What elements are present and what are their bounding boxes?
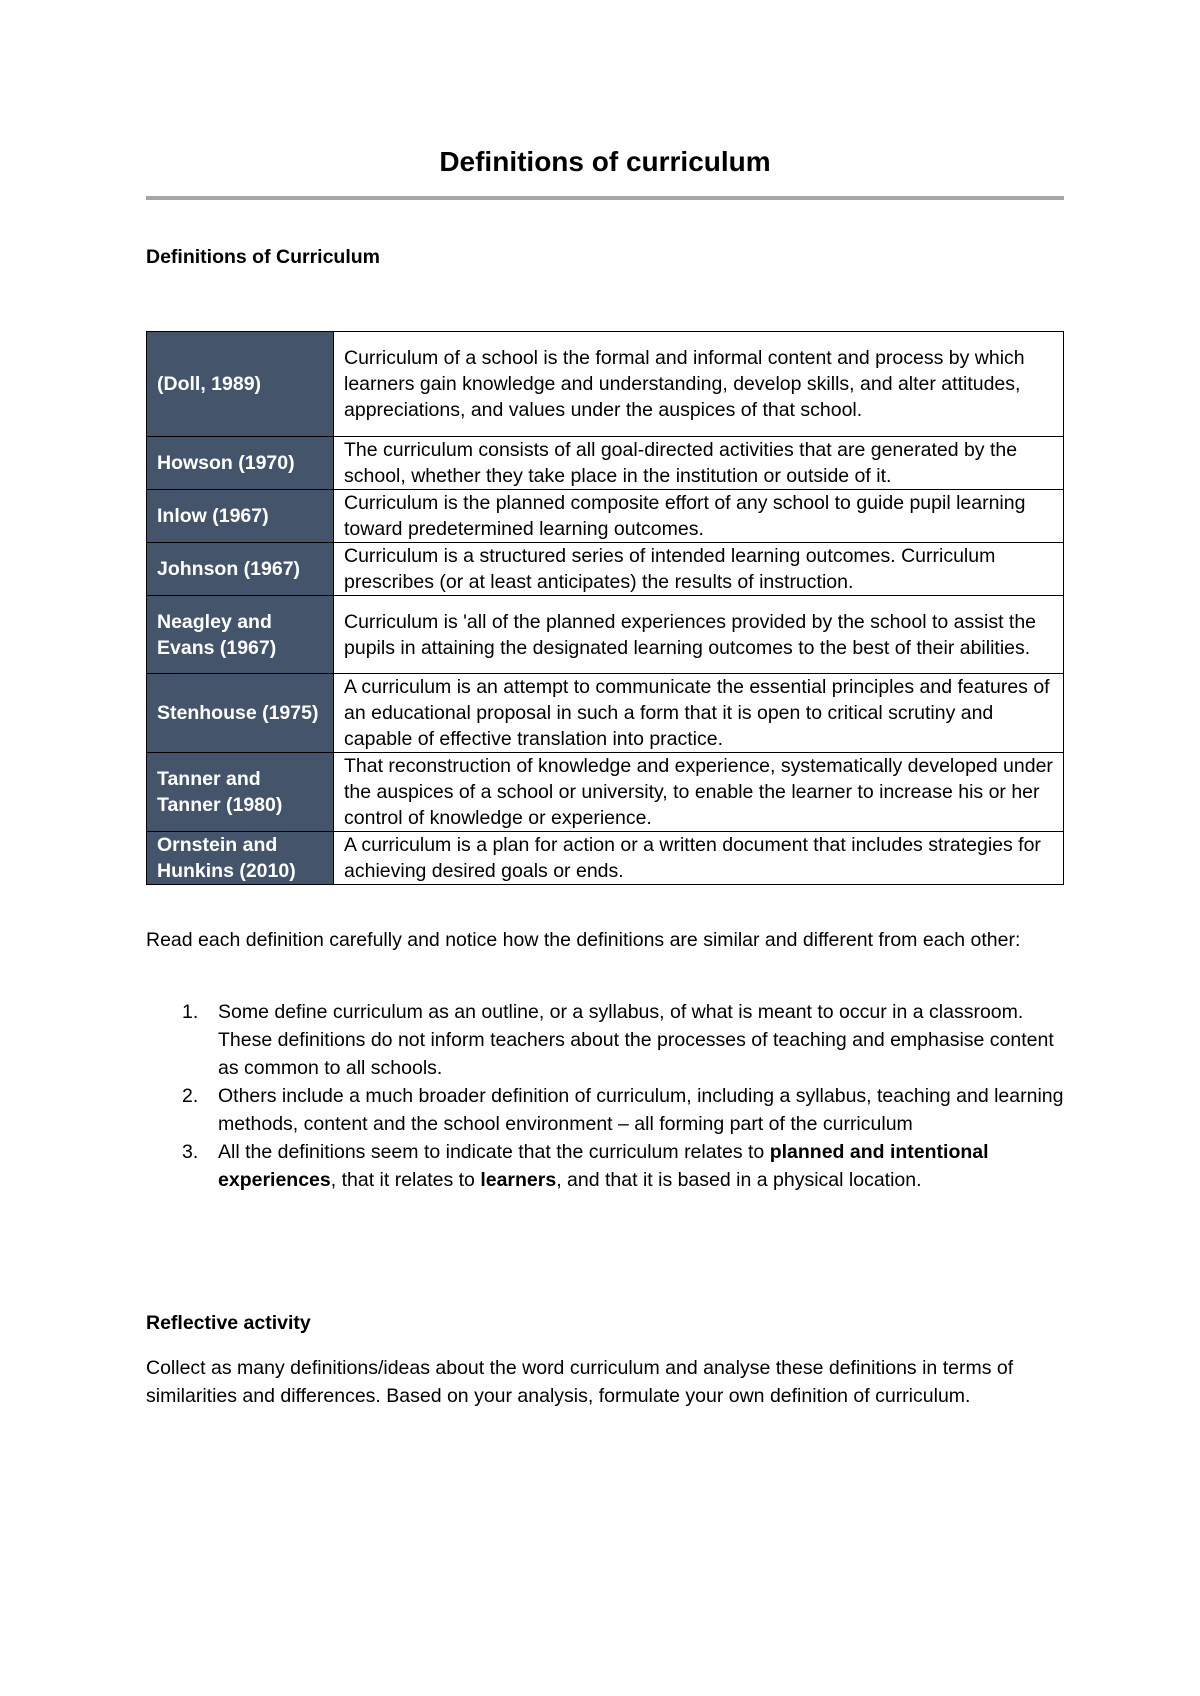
list-item-text: Some define curriculum as an outline, or a syllabus, of what is meant to occur in a classroom. These definitions do not inform teachers about the processes of teaching and emphasise content as common to all schools. (218, 1001, 1054, 1079)
definition-cell: The curriculum consists of all goal-directed activities that are generated by the school, whether they take place in the institution or outside of it. (334, 437, 1064, 490)
author-cell: Johnson (1967) (147, 543, 334, 596)
author-cell: Inlow (1967) (147, 490, 334, 543)
author-cell: Stenhouse (1975) (147, 674, 334, 753)
emphasis-planned-experiences: planned and intentional experiences (218, 1141, 989, 1191)
observations-list (146, 998, 1064, 1194)
author-cell: (Doll, 1989) (147, 332, 334, 437)
list-number: 2. (182, 1085, 199, 1107)
definition-cell: A curriculum is a plan for action or a written document that includes strategies for achieving desired goals or ends. (334, 832, 1064, 885)
author-cell: Ornstein and Hunkins (2010) (147, 832, 334, 885)
table-row (147, 543, 1064, 596)
list-item (146, 998, 1064, 1082)
definition-cell: Curriculum is a structured series of intended learning outcomes. Curriculum prescribes (or at least anticipates) the results of instruction. (334, 543, 1064, 596)
document-title: Definitions of curriculum (439, 146, 771, 177)
definition-cell: Curriculum is 'all of the planned experiences provided by the school to assist the pupils in attaining the designated learning outcomes to the best of their abilities. (334, 596, 1064, 674)
author-cell: Howson (1970) (147, 437, 334, 490)
list-item-text-part: , that it relates to (330, 1169, 481, 1191)
author-cell: Tanner and Tanner (1980) (147, 753, 334, 832)
definition-cell: A curriculum is an attempt to communicate the essential principles and features of an educational proposal in such a form that it is open to critical scrutiny and capable of effective translation into practice. (334, 674, 1064, 753)
intro-paragraph: Read each definition carefully and notice how the definitions are similar and different from each other: (146, 929, 1021, 951)
list-item-text-part: , and that it is based in a physical location. (556, 1169, 922, 1191)
list-number: 1. (182, 1001, 199, 1023)
emphasis-learners: learners (480, 1169, 557, 1191)
list-number: 3. (182, 1141, 199, 1163)
definition-cell: Curriculum of a school is the formal and informal content and process by which learners gain knowledge and understanding, develop skills, and alter attitudes, appreciations, and values under the auspices of that school. (334, 332, 1064, 437)
list-item-text (218, 1141, 989, 1191)
table-row (147, 437, 1064, 490)
table-row (147, 490, 1064, 543)
table-row (147, 674, 1064, 753)
list-item (146, 1082, 1064, 1138)
definitions-table (146, 331, 1064, 885)
table-row (147, 832, 1064, 885)
author-cell: Neagley and Evans (1967) (147, 596, 334, 674)
reflective-paragraph: Collect as many definitions/ideas about the word curriculum and analyse these definitions in terms of similarities and differences. Based on your analysis, formulate your own definition of curriculum. (146, 1357, 1014, 1407)
table-row (147, 596, 1064, 674)
list-item (146, 1138, 1064, 1194)
section-heading-reflective: Reflective activity (146, 1312, 311, 1334)
list-item-text-part: All the definitions seem to indicate that the curriculum relates to (218, 1141, 770, 1163)
definition-cell: That reconstruction of knowledge and experience, systematically developed under the auspices of a school or university, to enable the learner to increase his or her control of knowledge or experience. (334, 753, 1064, 832)
table-row (147, 332, 1064, 437)
table-row (147, 753, 1064, 832)
list-item-text: Others include a much broader definition of curriculum, including a syllabus, teaching and learning methods, content and the school environment – all forming part of the curriculum (218, 1085, 1064, 1135)
title-divider (146, 196, 1064, 200)
section-heading-definitions: Definitions of Curriculum (146, 246, 380, 268)
definition-cell: Curriculum is the planned composite effort of any school to guide pupil learning toward predetermined learning outcomes. (334, 490, 1064, 543)
